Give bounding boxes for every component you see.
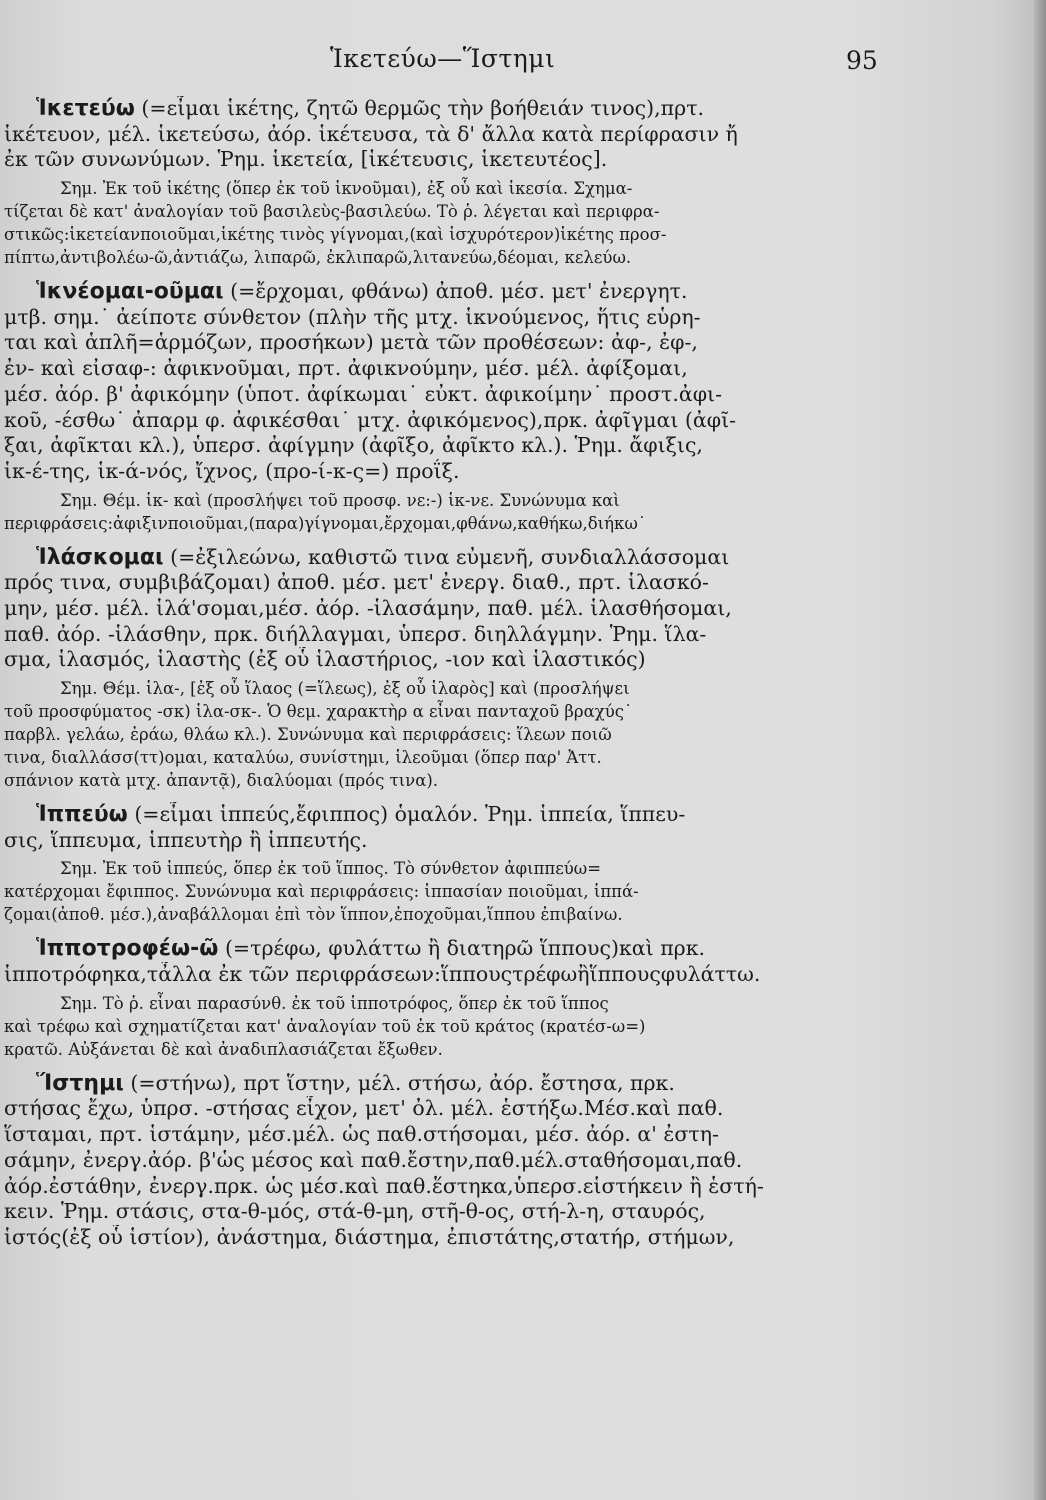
headword: Ἱπποτροφέω-ῶ [36,936,219,962]
entry-text: (=τρέφω, φυλάττω ἢ διατηρῶ ἵππους)καὶ πρκ. [218,936,706,961]
entry-text: κειν. Ῥημ. στάσις, στα-θ-μός, στά-θ-μη, στῆ-θ-ος, στή-λ-η, σταυρός, [4,1199,706,1224]
note-line: κρατῶ. Αὐξάνεται δὲ καὶ ἀναδιπλασιάζεται ἔξωθεν. [4,1039,443,1059]
running-head: Ἱκετεύω—Ἵστημι [330,44,556,73]
dictionary-entry [0,936,1030,1060]
entry-text: μτβ. σημ.˙ ἀείποτε σύνθετον (πλὴν τῆς μτχ. ἱκνούμενος, ἥτις εὑρη- [4,304,701,329]
entry-text: παθ. ἀόρ. -ἱλάσθην, πρκ. διήλλαγμαι, ὑπερσ. διηλλάγμην. Ῥημ. ἵλα- [4,621,707,646]
entry-text: μην, μέσ. μέλ. ἱλά'σομαι,μέσ. ἀόρ. -ἱλασάμην, παθ. μέλ. ἱλασθήσομαι, [4,595,732,620]
page-edge-shadow [1034,0,1046,1500]
entry-text: ξαι, ἀφῖκται κλ.), ὑπερσ. ἀφίγμην (ἀφῖξο, ἀφῖκτο κλ.). Ῥημ. ἄφιξις, [4,433,703,458]
dictionary-entry [0,545,1030,792]
entry-note [0,677,1030,792]
entry-text: ἵσταμαι, πρτ. ἱστάμην, μέσ.μέλ. ὡς παθ.στήσομαι, μέσ. ἀόρ. α' ἐστη- [4,1122,719,1147]
entry-line [0,433,1030,459]
entry-note [0,489,1030,535]
dictionary-entries [0,96,1030,1261]
entry-text: στήσας ἔχω, ὑπρσ. -στήσας εἶχον, μετ' ὀλ. μέλ. ἑστήξω.Μέσ.καὶ παθ. [4,1096,724,1121]
entry-line [0,936,1030,962]
entry-text: ἱπποτρόφηκα,τἆλλα ἐκ τῶν περιφράσεων:ἵππουςτρέφωἢἵππουςφυλάττω. [4,962,761,987]
entry-text: ἱστός(ἐξ οὗ ἱστίον), ἀνάστημα, διάστημα, ἐπιστάτης,στατήρ, στήμων, [4,1224,735,1249]
entry-line [0,279,1030,305]
entry-line [0,1096,1030,1122]
note-line: περιφράσεις:ἀφιξινποιοῦμαι,(παρα)γίγνομαι,ἔρχομαι,φθάνω,καθήκω,διήκω˙ [4,513,647,533]
headword: Ἵστημι [36,1070,124,1096]
entry-text: (=εἶμαι ἱππεύς,ἔφιππος) ὁμαλόν. Ῥημ. ἱππεία, ἵππευ- [127,802,686,826]
page-header [0,40,1046,90]
note-line: τινα, διαλλάσσ(ττ)ομαι, καταλύω, συνίστημι, ἱλεοῦμαι (ὅπερ παρ' Ἀττ. [4,748,602,767]
entry-line [0,1071,1030,1097]
entry-line [0,356,1030,382]
entry-text: ἱκ-έ-της, ἱκ-ά-νός, ἴχνος, (προ-ί-κ-ς=) προΐξ. [4,458,460,483]
note-line: τίζεται δὲ κατ' ἀναλογίαν τοῦ βασιλεὺς-βασιλεύω. Τὸ ῥ. λέγεται καὶ περιφρα- [4,202,660,222]
entry-note [0,177,1030,269]
entry-line [0,122,1030,148]
entry-line [0,1199,1030,1225]
note-line: Σημ. Τὸ ῥ. εἶναι παρασύνθ. ἐκ τοῦ ἱπποτρόφος, ὅπερ ἐκ τοῦ ἵππος [60,993,609,1013]
entry-line [0,330,1030,356]
entry-line [0,596,1030,622]
dictionary-entry [0,96,1030,269]
entry-line [0,96,1030,122]
entry-line [0,828,1030,854]
entry-line [0,1225,1030,1251]
entry-text: (=ἐξιλεώνω, καθιστῶ τινα εὐμενῆ, συνδιαλλάσσομαι [163,544,730,569]
entry-line [0,647,1030,673]
headword: Ἱλάσκομαι [36,544,164,570]
entry-note [0,992,1030,1061]
entry-line [0,408,1030,434]
entry-text: πρός τινα, συμβιβάζομαι) ἀποθ. μέσ. μετ' ἐνεργ. διαθ., πρτ. ἱλασκό- [4,570,709,595]
dictionary-entry [0,1071,1030,1251]
entry-text: (=ἔρχομαι, φθάνω) ἀποθ. μέσ. μετ' ἐνεργητ. [223,279,688,304]
entry-text: ἱκέτευον, μέλ. ἱκετεύσω, ἀόρ. ἱκέτευσα, τὰ δ' ἄλλα κατὰ περίφρασιν ἤ [4,121,738,146]
note-line: καὶ τρέφω καὶ σχηματίζεται κατ' ἀναλογίαν τοῦ ἐκ τοῦ κράτος (κρατέσ-ω=) [4,1016,646,1036]
entry-text: ἐν- καὶ εἰσαφ-: ἀφικνοῦμαι, πρτ. ἀφικνούμην, μέσ. μέλ. ἀφίξομαι, [4,356,688,381]
entry-text: σμα, ἱλασμός, ἱλαστὴς (ἐξ οὗ ἱλαστήριος, -ιον καὶ ἱλαστικός) [4,647,646,672]
entry-text: (=στήνω), πρτ ἵστην, μέλ. στήσω, ἀόρ. ἔστησα, πρκ. [123,1070,675,1095]
note-line: Σημ. Θέμ. ἱλα-, [ἐξ οὗ ἵλαος (=ἵλεως), ἐξ οὗ ἱλαρὸς] καὶ (προσλήψει [60,679,630,698]
entry-note [0,857,1030,926]
entry-line [0,802,1030,828]
note-line: Σημ. Ἐκ τοῦ ἱκέτης (ὅπερ ἐκ τοῦ ἱκνοῦμαι), ἐξ οὗ καὶ ἱκεσία. Σχημα- [60,179,633,199]
dictionary-entry [0,279,1030,535]
note-line: σπάνιον κατὰ μτχ. ἀπαντᾷ), διαλύομαι (πρός τινα). [4,771,439,790]
note-line: κατέρχομαι ἔφιππος. Συνώνυμα καὶ περιφράσεις: ἱππασίαν ποιοῦμαι, ἱππά- [4,882,639,902]
entry-line [0,147,1030,173]
note-line: πίπτω,ἀντιβολέω-ῶ,ἀντιάζω, λιπαρῶ, ἐκλιπαρῶ,λιτανεύω,δέομαι, κελεύω. [4,248,632,268]
headword: Ἱκνέομαι-οῦμαι [36,279,224,305]
note-line: Σημ. Θέμ. ἱκ- καὶ (προσλήψει τοῦ προσφ. νε:-) ἱκ-νε. Συνώνυμα καὶ [60,490,620,510]
entry-line [0,459,1030,485]
entry-line [0,962,1030,988]
entry-line [0,570,1030,596]
note-line: τοῦ προσφύματος -σκ) ἱλα-σκ-. Ὁ θεμ. χαρακτὴρ α εἶναι πανταχοῦ βραχύς˙ [4,702,633,721]
entry-text: (=εἶμαι ἱκέτης, ζητῶ θερμῶς τὴν βοήθειάν τινος),πρτ. [134,96,705,120]
dictionary-entry [0,802,1030,926]
entry-line [0,1174,1030,1200]
entry-text: ἀόρ.ἐστάθην, ἐνεργ.πρκ. ὡς μέσ.καὶ παθ.ἕστηκα,ὑπερσ.εἱστήκειν ἢ ἑστή- [4,1173,764,1198]
entry-line [0,622,1030,648]
headword: Ἱκετεύω [36,96,135,121]
entry-line [0,305,1030,331]
page-number: 95 [846,46,878,75]
entry-text: ἐκ τῶν συνωνύμων. Ῥημ. ἱκετεία, [ἱκέτευσις, ἱκετευτέος]. [4,147,608,172]
entry-text: κοῦ, -έσθω˙ ἀπαρμ φ. ἀφικέσθαι˙ μτχ. ἀφικόμενος),πρκ. ἀφῖγμαι (ἀφῖ- [4,407,737,432]
entry-line [0,545,1030,571]
note-line: στικῶς:ἱκετείανποιοῦμαι,ἱκέτης τινὸς γίγνομαι,(καὶ ἰσχυρότερον)ἱκέτης προσ- [4,225,667,245]
headword: Ἱππεύω [36,802,128,827]
entry-line [0,1122,1030,1148]
entry-text: σις, ἵππευμα, ἱππευτὴρ ἢ ἱππευτής. [4,827,368,852]
entry-text: σάμην, ἐνεργ.ἀόρ. β'ὡς μέσος καὶ παθ.ἔστην,παθ.μέλ.σταθήσομαι,παθ. [4,1147,743,1172]
note-line: παρβλ. γελάω, ἐράω, θλάω κλ.). Συνώνυμα καὶ περιφράσεις: ἵλεων ποιῶ [4,725,612,744]
entry-text: ται καὶ ἁπλῆ=ἁρμόζων, προσήκων) μετὰ τῶν προθέσεων: ἀφ-, ἐφ-, [4,330,698,355]
entry-text: μέσ. ἀόρ. β' ἀφικόμην (ὑποτ. ἀφίκωμαι˙ εὐκτ. ἀφικοίμην˙ προστ.ἀφι- [4,381,723,406]
note-line: Σημ. Ἐκ τοῦ ἱππεύς, ὅπερ ἐκ τοῦ ἵππος. Τὸ σύνθετον ἀφιππεύω= [60,859,602,879]
entry-line [0,382,1030,408]
entry-line [0,1148,1030,1174]
note-line: ζομαι(ἀποθ. μέσ.),ἀναβάλλομαι ἐπὶ τὸν ἵππον,ἐποχοῦμαι,ἵππου ἐπιβαίνω. [4,905,623,925]
